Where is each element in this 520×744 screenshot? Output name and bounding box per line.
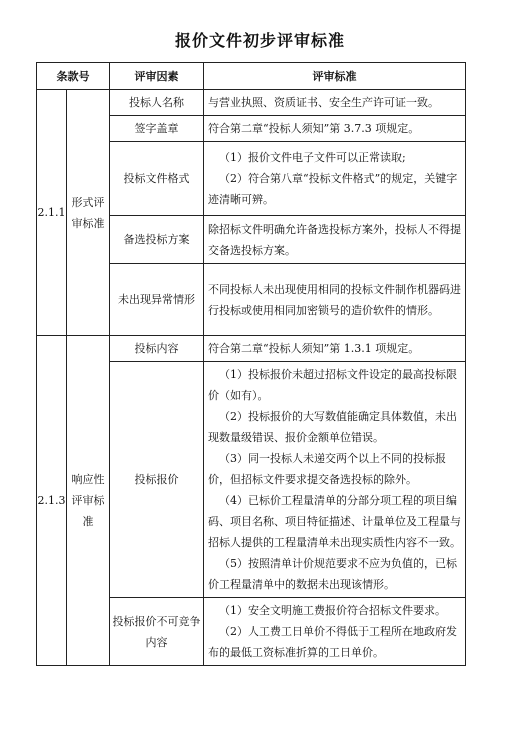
category-label: 形式评审标准 [67,90,110,336]
standard-cell [204,216,466,264]
standard-text: （2）人工费工日单价不得低于工程所在地政府发布的最低工资标准折算的工日单价。 [208,625,457,659]
standard-text: （5）按照清单计价规范要求不应为负值的，已标价工程量清单中的数据未出现该情形。 [208,557,457,591]
header-factor: 评审因素 [110,63,204,90]
factor-cell: 投标报价不可竞争内容 [110,598,204,666]
standard-cell [204,264,466,336]
standard-text: 符合第二章“投标人须知”第 1.3.1 项规定。 [208,342,420,355]
standard-text: （1）报价文件电子文件可以正常读取; [219,151,406,164]
standard-text: 与营业执照、资质证书、安全生产许可证一致。 [208,96,439,109]
table-row [37,90,466,116]
factor-cell: 投标报价 [110,362,204,598]
factor-cell: 投标内容 [110,336,204,362]
header-clause: 条款号 [37,63,110,90]
header-standard: 评审标准 [204,63,466,90]
standard-text: （2）投标报价的大写数值能确定具体数值，未出现数量级错误、报价金额单位错误。 [208,410,457,444]
category-label: 响应性评审标准 [67,336,110,666]
standard-text: 不同投标人未出现使用相同的投标文件制作机器码进行投标或使用相同加密锁号的造价软件的情形。 [208,282,461,317]
standard-cell [204,362,466,598]
standard-cell [204,598,466,666]
standard-text: 除招标文件明确允许备选投标方案外，投标人不得提交备选投标方案。 [208,222,461,257]
standard-cell [204,90,466,116]
factor-cell: 未出现异常情形 [110,264,204,336]
table-row [37,336,466,362]
standard-cell [204,116,466,142]
standard-text: （1）投标报价未超过招标文件设定的最高投标限价（如有）。 [208,368,457,402]
standard-text: 符合第二章“投标人须知”第 3.7.3 项规定。 [208,122,420,135]
standard-cell [204,336,466,362]
factor-cell: 签字盖章 [110,116,204,142]
standard-text: （4）已标价工程量清单的分部分项工程的项目编码、项目名称、项目特征描述、计量单位及工程量与招标人提供的工程量清单未出现实质性内容不一致。 [208,494,461,549]
clause-number: 2.1.1 [37,90,67,336]
standard-text: （3）同一投标人未递交两个以上不同的投标报价，但招标文件要求提交备选投标的除外。 [208,452,446,486]
table-header-row [37,63,466,90]
standard-cell [204,142,466,216]
standard-text: （2）符合第八章“投标文件格式”的规定，关键字迹清晰可辨。 [208,172,458,206]
clause-number: 2.1.3 [37,336,67,666]
standard-text: （1）安全文明施工费报价符合招标文件要求。 [219,604,446,617]
factor-cell: 投标文件格式 [110,142,204,216]
document-title: 报价文件初步评审标准 [174,31,345,50]
evaluation-criteria-table [36,62,466,666]
factor-cell: 备选投标方案 [110,216,204,264]
factor-cell: 投标人名称 [110,90,204,116]
